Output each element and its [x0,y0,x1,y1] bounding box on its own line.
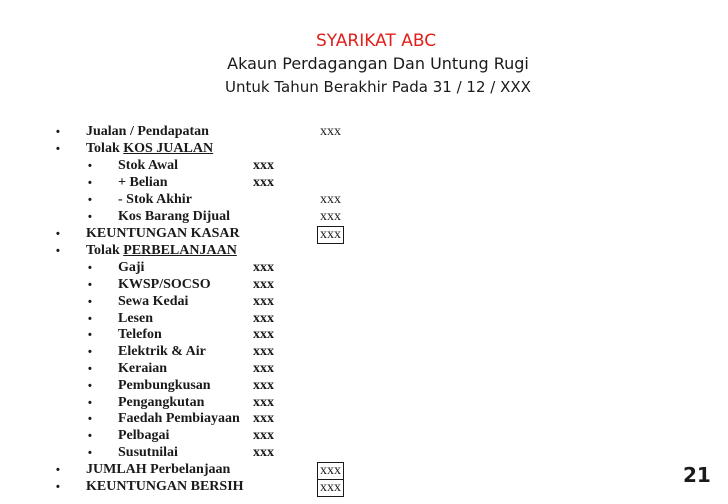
expense-line [0,311,728,327]
line-label: Lesen [118,311,153,326]
line-value: xxx [253,311,274,326]
line-value: xxx [253,445,274,460]
line-label: Sewa Kedai [118,294,189,309]
line-value: xxx [253,277,274,292]
line-label: Jualan / Pendapatan [86,124,209,139]
net-profit-line [0,479,728,495]
bullet: • [88,313,92,325]
bullet: • [88,380,92,392]
bullet: • [88,397,92,409]
line-label: Pengangkutan [118,395,205,410]
gross-profit-line [0,226,728,242]
line-label: + Belian [118,175,168,190]
purchases-line [0,175,728,191]
expense-line [0,327,728,343]
bullet: • [88,447,92,459]
closing-stock-line [0,192,728,208]
heading-prefix: Tolak [86,141,124,156]
section-heading [86,243,237,259]
line-label: Keraian [118,361,167,376]
bullet: • [88,413,92,425]
boxed-value: xxx [317,462,344,480]
bullet: • [88,430,92,442]
bullet: • [56,481,60,493]
bullet: • [56,143,60,155]
line-value: xxx [253,175,274,190]
line-value: xxx [253,260,274,275]
opening-stock-line [0,158,728,174]
line-label: Telefon [118,327,162,342]
line-label: KEUNTUNGAN KASAR [86,226,240,241]
boxed-value: xxx [317,226,344,244]
boxed-value: xxx [317,479,344,497]
line-label: Susutnilai [118,445,178,460]
expense-line [0,395,728,411]
bullet: • [88,160,92,172]
line-value: xxx [253,428,274,443]
heading-text: PERBELANJAAN [123,243,237,258]
line-label: KEUNTUNGAN BERSIH [86,479,244,494]
line-label: Faedah Pembiayaan [118,411,240,426]
total-expenses-line [0,462,728,478]
bullet: • [88,262,92,274]
line-value: xxx [253,294,274,309]
line-label: Pelbagai [118,428,170,443]
line-label: Pembungkusan [118,378,211,393]
bullet: • [88,296,92,308]
cogs-line [0,209,728,225]
line-value: xxx [253,395,274,410]
line-value: xxx [320,192,341,207]
line-value: xxx [253,158,274,173]
expense-line [0,260,728,276]
expenses-heading-line [0,243,728,259]
line-value: xxx [320,124,341,139]
bullet: • [88,194,92,206]
bullet: • [56,245,60,257]
bullet: • [88,211,92,223]
expense-line [0,445,728,461]
page-number: 21 [683,463,711,487]
expense-line [0,378,728,394]
line-label: Stok Awal [118,158,179,173]
line-value: xxx [253,378,274,393]
expense-line [0,361,728,377]
bullet: • [88,177,92,189]
expense-line [0,294,728,310]
line-label: JUMLAH Perbelanjaan [86,462,231,477]
statement-title: Akaun Perdagangan Dan Untung Rugi [227,54,529,73]
expense-line [0,411,728,427]
bullet: • [88,346,92,358]
line-label: Elektrik & Air [118,344,206,359]
expense-line [0,344,728,360]
expense-line [0,428,728,444]
bullet: • [88,279,92,291]
bullet: • [56,126,60,138]
cos-heading-line [0,141,728,157]
bullet: • [88,363,92,375]
line-value: xxx [253,344,274,359]
line-label: Kos Barang Dijual [118,209,231,224]
bullet: • [56,464,60,476]
line-label: Gaji [118,260,145,275]
bullet: • [88,329,92,341]
line-value: xxx [320,209,341,224]
heading-text: KOS JUALAN [123,141,214,156]
heading-prefix: Tolak [86,243,124,258]
sales-line [0,124,728,140]
statement-period: Untuk Tahun Berakhir Pada 31 / 12 / XXX [225,78,531,96]
line-label: KWSP/SOCSO [118,277,211,292]
expense-line [0,277,728,293]
line-value: xxx [253,411,274,426]
line-value: xxx [253,361,274,376]
bullet: • [56,228,60,240]
section-heading [86,141,213,157]
company-name: SYARIKAT ABC [315,31,437,51]
line-label: - Stok Akhir [118,192,192,207]
line-value: xxx [253,327,274,342]
